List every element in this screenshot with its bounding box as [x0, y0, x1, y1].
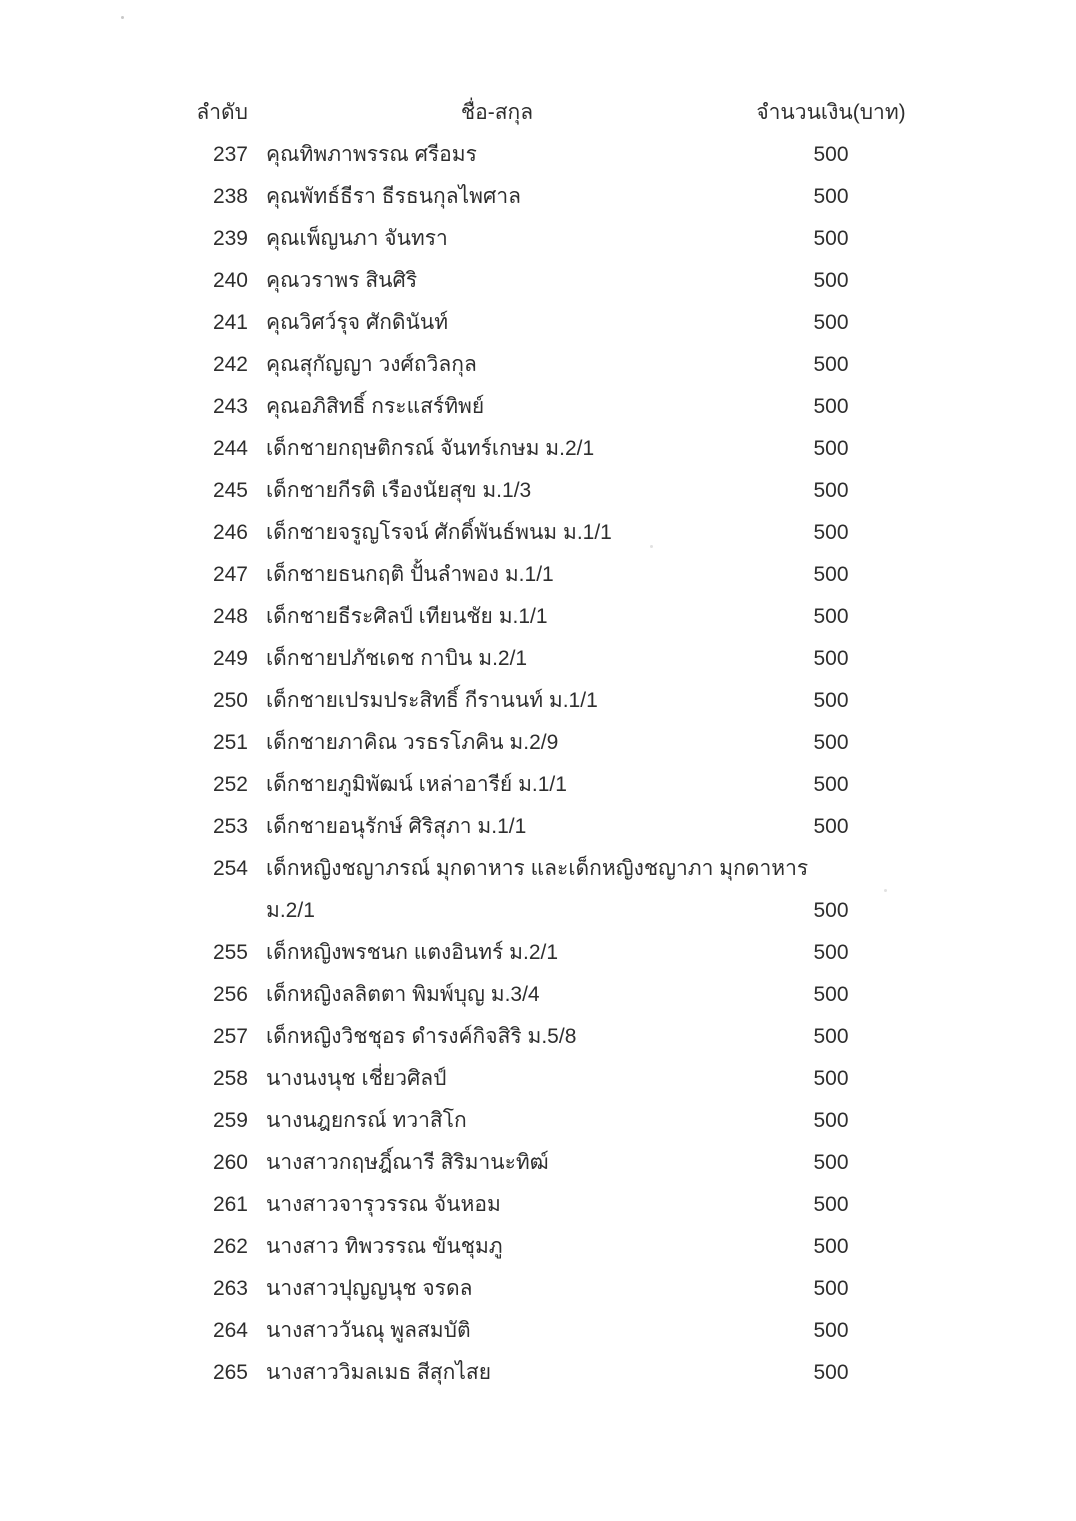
table-row	[0, 680, 916, 722]
row-number: 255	[212, 941, 248, 965]
donation-amount: 500	[813, 143, 849, 167]
row-number: 258	[212, 1067, 248, 1091]
column-header-amount: จำนวนเงิน(บาท)	[756, 101, 906, 125]
donor-name: เด็กชายธนกฤติ ปั้นลำพอง ม.1/1	[266, 563, 554, 587]
donation-amount: 500	[813, 1067, 849, 1091]
row-number: 250	[212, 689, 248, 713]
donor-name: คุณทิพภาพรรณ ศรีอมร	[266, 143, 477, 167]
donor-name: เด็กชายภูมิพัฒน์ เหล่าอารีย์ ม.1/1	[266, 773, 567, 797]
donation-amount: 500	[813, 1151, 849, 1175]
donation-amount: 500	[813, 227, 849, 251]
donor-name: เด็กชายปภัชเดช กาบิน ม.2/1	[266, 647, 528, 671]
donor-name: เด็กชายกีรติ เรืองนัยสุข ม.1/3	[266, 479, 532, 503]
table-row	[0, 848, 916, 932]
table-row	[0, 1058, 916, 1100]
donation-amount: 500	[813, 1319, 849, 1343]
row-number: 244	[212, 437, 248, 461]
row-number: 256	[212, 983, 248, 1007]
row-number: 243	[212, 395, 248, 419]
row-number: 265	[212, 1361, 248, 1385]
table-row	[0, 1352, 916, 1394]
row-number: 263	[212, 1277, 248, 1301]
row-number: 259	[212, 1109, 248, 1133]
donor-name: นางสาววิมลเมธ สีสุกไสย	[266, 1361, 492, 1385]
row-number: 251	[212, 731, 248, 755]
donation-amount: 500	[813, 1193, 849, 1217]
row-number: 246	[212, 521, 248, 545]
donor-name: นางสาว ทิพวรรณ ขันชุมภู	[266, 1235, 503, 1259]
donation-amount: 500	[813, 269, 849, 293]
row-number: 254	[212, 857, 248, 881]
column-header-no: ลำดับ	[196, 101, 248, 125]
table-row	[0, 1226, 916, 1268]
row-number: 248	[212, 605, 248, 629]
row-number: 239	[212, 227, 248, 251]
donation-amount: 500	[813, 815, 849, 839]
donation-amount: 500	[813, 185, 849, 209]
row-number: 257	[212, 1025, 248, 1049]
table-row	[0, 428, 916, 470]
donation-amount: 500	[813, 1025, 849, 1049]
row-number: 247	[212, 563, 248, 587]
donor-table-body	[0, 134, 916, 1394]
donor-name: เด็กชายธีระศิลป์ เทียนชัย ม.1/1	[266, 605, 548, 629]
donation-amount: 500	[813, 521, 849, 545]
donation-amount: 500	[813, 1109, 849, 1133]
row-number: 241	[212, 311, 248, 335]
donation-amount: 500	[813, 563, 849, 587]
donor-name: นางนฎยกรณ์ ทวาสิโก	[266, 1109, 467, 1133]
table-row	[0, 1016, 916, 1058]
table-row	[0, 932, 916, 974]
donor-name: นางนงนุช เชี่ยวศิลป์	[266, 1067, 447, 1091]
row-number: 264	[212, 1319, 248, 1343]
donor-name: นางสาววันณุ พูลสมบัติ	[266, 1319, 471, 1343]
donor-name: เด็กชายกฤษติกรณ์ จันทร์เกษม ม.2/1	[266, 437, 595, 461]
table-row	[0, 344, 916, 386]
donor-name: นางสาวจารุวรรณ จันหอม	[266, 1193, 501, 1217]
donor-name: คุณสุกัญญา วงศ์ถวิลกุล	[266, 353, 477, 377]
donor-name: เด็กหญิงลลิตตา พิมพ์บุญ ม.3/4	[266, 983, 540, 1007]
table-row	[0, 638, 916, 680]
donation-amount: 500	[813, 605, 849, 629]
donation-amount: 500	[813, 941, 849, 965]
donor-name: คุณอภิสิทธิ์ กระแสร์ทิพย์	[266, 395, 485, 419]
row-number: 249	[212, 647, 248, 671]
donor-name-line-2: ม.2/1	[266, 899, 315, 923]
scan-artifact	[121, 16, 124, 19]
table-row	[0, 1268, 916, 1310]
donation-amount: 500	[813, 437, 849, 461]
donor-name: นางสาวปุญญนุช จรดล	[266, 1277, 473, 1301]
donation-amount: 500	[813, 1235, 849, 1259]
donation-amount: 500	[813, 1277, 849, 1301]
row-number: 252	[212, 773, 248, 797]
donor-name: คุณวราพร สินศิริ	[266, 269, 418, 293]
donor-name	[248, 848, 809, 932]
row-number: 240	[212, 269, 248, 293]
donation-amount: 500	[813, 731, 849, 755]
table-header-row	[0, 92, 916, 134]
table-row	[0, 1142, 916, 1184]
row-number: 238	[212, 185, 248, 209]
donor-name-line-1: เด็กหญิงชญาภรณ์ มุกดาหาร และเด็กหญิงชญาภา มุกดาหาร	[266, 857, 809, 881]
table-row	[0, 260, 916, 302]
table-row	[0, 806, 916, 848]
donor-name: เด็กหญิงวิชชุอร ดำรงค์กิจสิริ ม.5/8	[266, 1025, 577, 1049]
donor-name: เด็กชายอนุรักษ์ ศิริสุภา ม.1/1	[266, 815, 527, 839]
donor-name: เด็กชายเปรมประสิทธิ์ กีรานนท์ ม.1/1	[266, 689, 598, 713]
donation-amount: 500	[813, 647, 849, 671]
donation-table	[0, 92, 1076, 1394]
table-row	[0, 512, 916, 554]
table-row	[0, 386, 916, 428]
donation-amount: 500	[813, 899, 849, 923]
table-row	[0, 470, 916, 512]
table-row	[0, 764, 916, 806]
donor-name: นางสาวกฤษฎิ์ณารี สิริมานะทิฒ์	[266, 1151, 549, 1175]
donation-amount: 500	[813, 311, 849, 335]
donor-name: คุณพัทธ์ธีรา ธีรธนกุลไพศาล	[266, 185, 522, 209]
donation-amount: 500	[813, 983, 849, 1007]
table-row	[0, 1184, 916, 1226]
donor-name: คุณวิศว์รุจ ศักดินันท์	[266, 311, 449, 335]
donation-amount: 500	[813, 395, 849, 419]
table-row	[0, 302, 916, 344]
donor-name: คุณเพ็ญนภา จันทรา	[266, 227, 448, 251]
row-number: 262	[212, 1235, 248, 1259]
table-row	[0, 1100, 916, 1142]
row-number: 245	[212, 479, 248, 503]
donor-name: เด็กหญิงพรชนก แตงอินทร์ ม.2/1	[266, 941, 559, 965]
table-row	[0, 974, 916, 1016]
donation-amount: 500	[813, 1361, 849, 1385]
donor-name: เด็กชายภาคิณ วรธรโภคิน ม.2/9	[266, 731, 559, 755]
table-row	[0, 722, 916, 764]
column-header-name: ชื่อ-สกุล	[460, 101, 534, 125]
table-row	[0, 554, 916, 596]
row-number: 260	[212, 1151, 248, 1175]
donation-amount: 500	[813, 689, 849, 713]
donation-amount: 500	[813, 479, 849, 503]
row-number: 242	[212, 353, 248, 377]
donor-name: เด็กชายจรูญโรจน์ ศักดิ์พันธ์พนม ม.1/1	[266, 521, 612, 545]
table-row	[0, 176, 916, 218]
row-number: 253	[212, 815, 248, 839]
table-row	[0, 596, 916, 638]
donation-amount: 500	[813, 353, 849, 377]
table-row	[0, 218, 916, 260]
row-number: 261	[212, 1193, 248, 1217]
table-row	[0, 134, 916, 176]
table-row	[0, 1310, 916, 1352]
row-number: 237	[212, 143, 248, 167]
donation-amount: 500	[813, 773, 849, 797]
